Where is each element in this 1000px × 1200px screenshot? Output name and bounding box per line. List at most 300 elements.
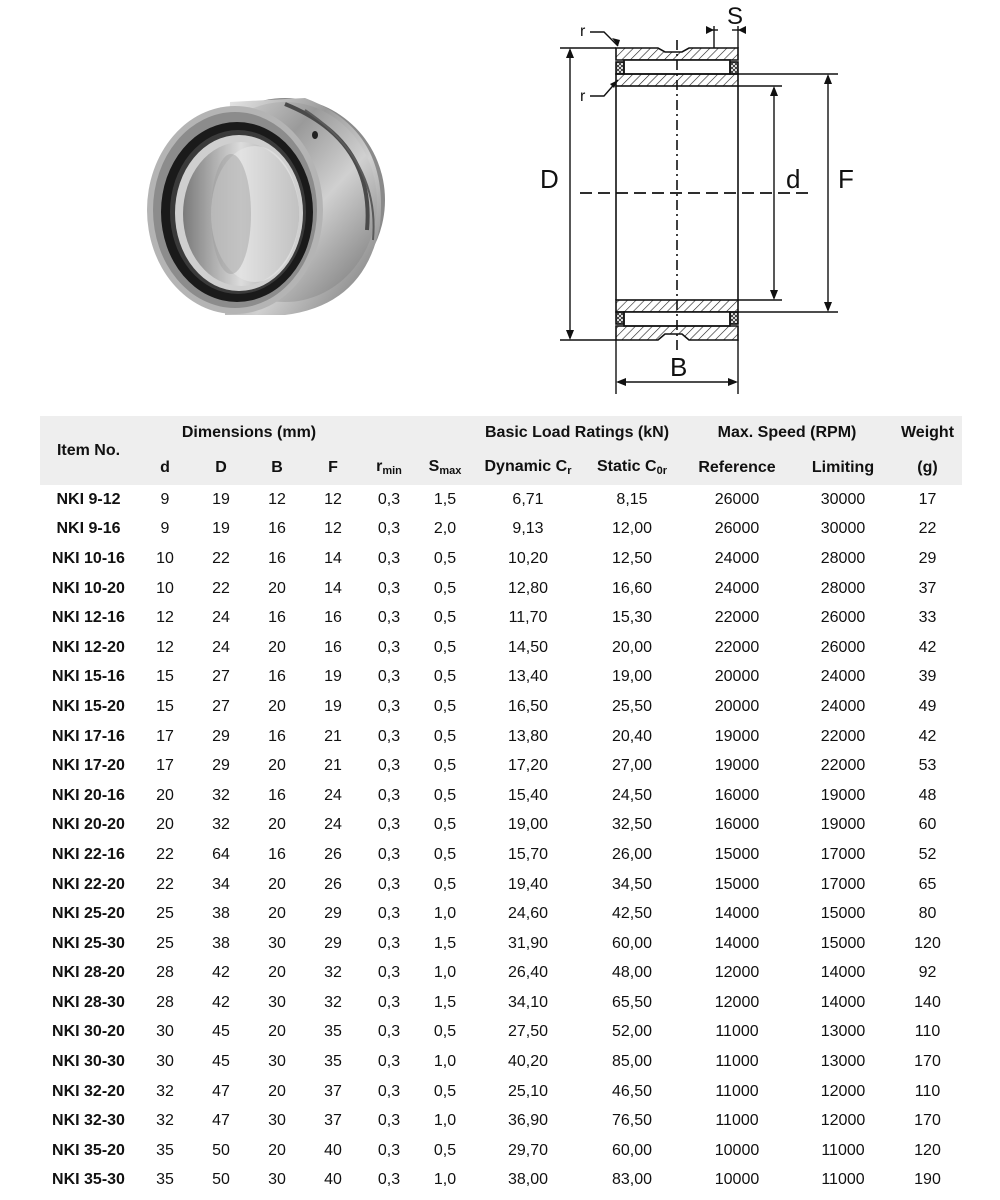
table-row [40,751,962,781]
table-row [40,988,962,1018]
table-cell: 24 [324,786,342,804]
table-cell: 64 [212,845,230,863]
table-cell: 16 [268,845,286,863]
table-cell: 30000 [820,490,866,508]
col-weight-unit: (g) [917,458,938,476]
label-d-inner: d [786,164,801,194]
table-cell: 34 [212,875,230,893]
table-cell: 12000 [820,1112,866,1130]
table-cell: 13000 [820,1053,866,1071]
table-cell: 49 [918,697,937,715]
col-d: d [160,458,170,476]
table-cell: 21 [324,727,342,745]
table-cell: 17 [156,757,174,775]
table-cell: 0,5 [433,1141,457,1159]
table-cell: 22 [156,875,174,893]
table-cell: 15000 [714,875,760,893]
table-cell: 85,00 [611,1053,653,1071]
item-number-cell: NKI 17-16 [52,727,125,745]
table-cell: 29 [324,905,342,923]
table-cell: 20 [268,1023,286,1041]
table-cell: 25 [156,934,174,952]
table-cell: 40,20 [507,1053,549,1071]
table-cell: 15000 [714,845,760,863]
header-weight: Weight [900,424,955,441]
table-row [40,485,962,515]
table-cell: 24000 [714,579,760,597]
table-cell: 29 [212,727,230,745]
table-cell: 11000 [715,1112,759,1130]
table-row [40,1136,962,1166]
col-smax: $S_{max}$ [428,458,462,477]
table-cell: 22 [156,845,174,863]
item-number-cell: NKI 10-16 [52,549,125,567]
table-cell: 37 [324,1112,342,1130]
table-cell: 19,00 [611,668,653,686]
table-cell: 27 [212,697,230,715]
table-cell: 52,00 [611,1023,653,1041]
table-row [40,603,962,633]
item-number-cell: NKI 32-30 [52,1112,125,1130]
table-cell: 60,00 [611,934,653,952]
table-cell: 20 [156,786,174,804]
table-cell: 16,50 [507,697,549,715]
table-cell: 8,15 [616,490,648,508]
table-cell: 0,3 [377,964,401,982]
table-cell: 24000 [820,668,866,686]
table-cell: 0,3 [377,579,401,597]
table-cell: 33 [918,609,937,627]
table-cell: 19,00 [507,816,549,834]
table-cell: 15 [156,668,174,686]
header-row-groups [40,416,962,450]
table-cell: 0,5 [433,727,457,745]
table-cell: 1,0 [433,1112,457,1130]
table-cell: 26,00 [611,845,653,863]
table-cell: 0,3 [377,993,401,1011]
table-cell: 1,0 [433,1171,457,1189]
table-row [40,1166,962,1196]
table-cell: 52 [918,845,937,863]
table-cell: 32 [212,786,230,804]
table-cell: 48 [918,786,937,804]
table-cell: 19000 [714,727,760,745]
table-cell: 11000 [715,1053,759,1071]
col-reference: Reference [698,458,776,476]
table-cell: 20 [268,875,286,893]
table-cell: 12,00 [611,520,653,538]
item-number-cell: NKI 17-20 [52,757,125,775]
table-cell: 27 [212,668,230,686]
table-cell: 25 [156,905,174,923]
table-cell: 24 [212,638,230,656]
table-cell: 20 [268,816,286,834]
table-cell: 1,5 [433,490,457,508]
table-cell: 65,50 [611,993,653,1011]
label-s: S [727,3,744,30]
table-cell: 47 [212,1082,230,1100]
table-cell: 14,50 [507,638,549,656]
table-cell: 0,3 [377,1141,401,1159]
item-number-cell: NKI 30-30 [52,1053,125,1071]
table-cell: 42 [212,993,230,1011]
table-cell: 14 [324,549,342,567]
table-cell: 12 [156,609,174,627]
table-cell: 32 [212,816,230,834]
table-cell: 26000 [714,520,760,538]
item-number-cell: NKI 15-16 [52,668,125,686]
table-cell: 19000 [714,757,760,775]
table-cell: 0,5 [433,875,457,893]
table-cell: 16,60 [611,579,653,597]
table-cell: 60 [918,816,937,834]
table-row [40,959,962,989]
table-cell: 42 [918,638,937,656]
table-cell: 25,10 [507,1082,549,1100]
bearing-cross-section-diagram [520,0,880,400]
table-cell: 19000 [820,786,866,804]
table-row [40,663,962,693]
table-cell: 22000 [820,727,866,745]
table-cell: 0,5 [433,816,457,834]
table-cell: 19000 [820,816,866,834]
table-cell: 35 [156,1141,174,1159]
table-cell: 0,3 [377,609,401,627]
table-cell: 0,5 [433,549,457,567]
table-cell: 28 [156,964,174,982]
table-cell: 11000 [821,1141,865,1159]
table-cell: 34,50 [611,875,653,893]
label-b: B [670,352,688,382]
table-cell: 12 [268,490,286,508]
item-number-cell: NKI 15-20 [52,697,125,715]
table-cell: 38,00 [507,1171,549,1189]
table-cell: 27,00 [611,757,653,775]
table-cell: 26000 [820,609,866,627]
table-cell: 11000 [821,1171,865,1189]
table-cell: 30 [268,934,286,952]
table-cell: 30 [268,1112,286,1130]
table-cell: 12 [324,520,342,538]
table-cell: 22000 [714,638,760,656]
table-cell: 28000 [820,579,866,597]
label-r-mid: r [580,88,586,105]
table-row [40,515,962,545]
table-cell: 14 [324,579,342,597]
table-row [40,929,962,959]
table-cell: 0,3 [377,549,401,567]
table-cell: 32 [156,1112,174,1130]
item-number-cell: NKI 12-20 [52,638,125,656]
table-cell: 0,5 [433,697,457,715]
table-cell: 14000 [820,964,866,982]
header-item-no: Item No. [56,441,121,459]
table-cell: 120 [914,1141,941,1159]
table-cell: 53 [918,757,937,775]
table-cell: 22 [212,579,230,597]
table-cell: 42,50 [611,905,653,923]
item-number-cell: NKI 35-30 [52,1171,125,1189]
table-cell: 19 [212,490,230,508]
table-row [40,840,962,870]
table-cell: 26 [324,845,342,863]
table-cell: 42 [918,727,937,745]
table-cell: 13,40 [507,668,549,686]
col-D: D [215,458,227,476]
table-cell: 24000 [714,549,760,567]
table-cell: 22000 [820,757,866,775]
table-cell: 32,50 [611,816,653,834]
table-cell: 16 [268,668,286,686]
table-cell: 0,3 [377,757,401,775]
spec-table-body [40,485,962,1195]
table-cell: 0,5 [433,638,457,656]
table-cell: 15000 [820,905,866,923]
table-row [40,1018,962,1048]
col-limiting: Limiting [811,458,875,476]
table-cell: 19,40 [507,875,549,893]
header-dimensions: Dimensions (mm) [181,424,317,441]
table-cell: 34,10 [507,993,549,1011]
table-cell: 45 [212,1053,230,1071]
bearing-spec-table [40,416,962,1195]
bearing-photo [135,90,395,330]
table-cell: 9,13 [512,520,544,538]
table-cell: 48,00 [611,964,653,982]
table-cell: 17000 [820,845,866,863]
table-cell: 12,50 [611,549,653,567]
table-cell: 38 [212,905,230,923]
item-number-cell: NKI 10-20 [52,579,125,597]
table-row [40,633,962,663]
table-cell: 30 [268,1053,286,1071]
item-number-cell: NKI 32-20 [52,1082,125,1100]
table-cell: 17,20 [507,757,549,775]
table-cell: 19 [324,668,342,686]
table-cell: 14000 [714,905,760,923]
table-cell: 50 [212,1171,230,1189]
table-cell: 24,50 [611,786,653,804]
table-cell: 170 [914,1112,941,1130]
table-cell: 10 [156,579,174,597]
table-cell: 10000 [714,1171,760,1189]
table-cell: 47 [212,1112,230,1130]
table-cell: 24 [212,609,230,627]
table-cell: 0,5 [433,1082,457,1100]
table-cell: 140 [914,993,941,1011]
table-cell: 9 [160,520,170,538]
item-number-cell: NKI 22-16 [52,845,125,863]
table-row [40,781,962,811]
item-number-cell: NKI 20-20 [52,816,125,834]
table-cell: 50 [212,1141,230,1159]
table-cell: 6,71 [512,490,544,508]
table-cell: 11000 [715,1082,759,1100]
table-cell: 15,30 [611,609,653,627]
table-cell: 0,3 [377,520,401,538]
item-number-cell: NKI 25-20 [52,905,125,923]
table-cell: 26000 [820,638,866,656]
table-cell: 35 [324,1023,342,1041]
table-cell: 20,00 [611,638,653,656]
table-cell: 1,0 [433,1053,457,1071]
table-cell: 40 [324,1171,342,1189]
table-cell: 65 [918,875,937,893]
table-cell: 110 [914,1023,941,1041]
table-cell: 16 [268,609,286,627]
table-cell: 21 [324,757,342,775]
table-cell: 1,5 [433,993,457,1011]
table-cell: 16 [268,786,286,804]
table-cell: 83,00 [611,1171,653,1189]
table-row [40,870,962,900]
item-number-cell: NKI 9-16 [56,520,121,538]
table-cell: 0,3 [377,786,401,804]
table-cell: 12000 [820,1082,866,1100]
table-cell: 16 [324,609,342,627]
table-cell: 2,0 [433,520,457,538]
table-cell: 11,70 [508,609,548,627]
table-cell: 29,70 [507,1141,549,1159]
table-cell: 120 [914,934,941,952]
table-cell: 45 [212,1023,230,1041]
table-cell: 20 [156,816,174,834]
table-cell: 0,5 [433,786,457,804]
table-cell: 10000 [714,1141,760,1159]
table-row [40,1047,962,1077]
table-cell: 19 [212,520,230,538]
table-cell: 46,50 [611,1082,653,1100]
table-cell: 0,3 [377,668,401,686]
table-cell: 35 [324,1053,342,1071]
table-row [40,574,962,604]
table-cell: 16000 [714,786,760,804]
table-cell: 0,3 [377,727,401,745]
item-number-cell: NKI 22-20 [52,875,125,893]
table-cell: 10 [156,549,174,567]
table-cell: 92 [918,964,937,982]
table-cell: 80 [918,905,937,923]
table-cell: 36,90 [507,1112,549,1130]
col-static: Static $C_{0r}$ [597,458,667,477]
table-row [40,899,962,929]
table-cell: 32 [156,1082,174,1100]
item-number-cell: NKI 35-20 [52,1141,125,1159]
table-cell: 20000 [714,697,760,715]
table-row [40,1106,962,1136]
table-cell: 0,3 [377,1112,401,1130]
table-cell: 30000 [820,520,866,538]
table-cell: 170 [914,1053,941,1071]
header-load-ratings: Basic Load Ratings (kN) [484,424,670,441]
table-cell: 15000 [820,934,866,952]
table-cell: 0,5 [433,1023,457,1041]
table-cell: 20 [268,905,286,923]
table-cell: 26,40 [507,964,549,982]
table-cell: 20,40 [611,727,653,745]
item-number-cell: NKI 12-16 [52,609,125,627]
col-F: F [328,458,338,476]
table-cell: 38 [212,934,230,952]
table-cell: 37 [324,1082,342,1100]
table-cell: 0,3 [377,845,401,863]
table-cell: 20 [268,1082,286,1100]
table-cell: 20 [268,964,286,982]
table-cell: 0,3 [377,905,401,923]
table-cell: 11000 [715,1023,759,1041]
table-cell: 12 [156,638,174,656]
item-number-cell: NKI 25-30 [52,934,125,952]
col-rmin: $r_{min}$ [376,458,402,477]
table-cell: 24000 [820,697,866,715]
table-row [40,544,962,574]
table-cell: 24,60 [507,905,549,923]
table-cell: 14000 [714,934,760,952]
table-cell: 19 [324,697,342,715]
table-cell: 12000 [714,964,760,982]
table-row [40,1077,962,1107]
table-cell: 0,3 [377,1171,401,1189]
table-cell: 0,3 [377,638,401,656]
col-B: B [271,458,283,476]
table-cell: 60,00 [611,1141,653,1159]
table-cell: 0,3 [377,875,401,893]
table-cell: 0,3 [377,697,401,715]
table-cell: 28000 [820,549,866,567]
item-number-cell: NKI 9-12 [56,490,121,508]
header-row-columns [40,450,962,485]
table-cell: 12,80 [507,579,549,597]
item-number-cell: NKI 20-16 [52,786,125,804]
table-cell: 16 [268,549,286,567]
table-cell: 14000 [820,993,866,1011]
table-cell: 13000 [820,1023,866,1041]
table-cell: 30 [156,1053,174,1071]
table-cell: 1,0 [433,905,457,923]
table-cell: 1,0 [433,964,457,982]
table-cell: 20 [268,697,286,715]
table-cell: 13,80 [507,727,549,745]
label-f: F [838,164,854,194]
item-number-cell: NKI 28-30 [52,993,125,1011]
table-cell: 25,50 [611,697,653,715]
table-cell: 0,5 [433,668,457,686]
table-cell: 29 [324,934,342,952]
table-cell: 37 [918,579,937,597]
table-cell: 0,3 [377,816,401,834]
table-cell: 20 [268,1141,286,1159]
table-row [40,722,962,752]
table-cell: 0,5 [433,609,457,627]
table-cell: 16000 [714,816,760,834]
table-cell: 0,3 [377,934,401,952]
label-d-outer: D [540,164,559,194]
table-cell: 39 [918,668,937,686]
table-cell: 30 [268,993,286,1011]
table-cell: 190 [914,1171,941,1189]
table-cell: 12 [324,490,342,508]
table-cell: 0,5 [433,757,457,775]
table-cell: 16 [268,727,286,745]
table-cell: 20 [268,579,286,597]
table-cell: 15 [156,697,174,715]
table-cell: 0,3 [377,1023,401,1041]
table-cell: 24 [324,816,342,834]
table-cell: 32 [324,993,342,1011]
table-cell: 22000 [714,609,760,627]
table-cell: 29 [918,549,937,567]
table-cell: 32 [324,964,342,982]
